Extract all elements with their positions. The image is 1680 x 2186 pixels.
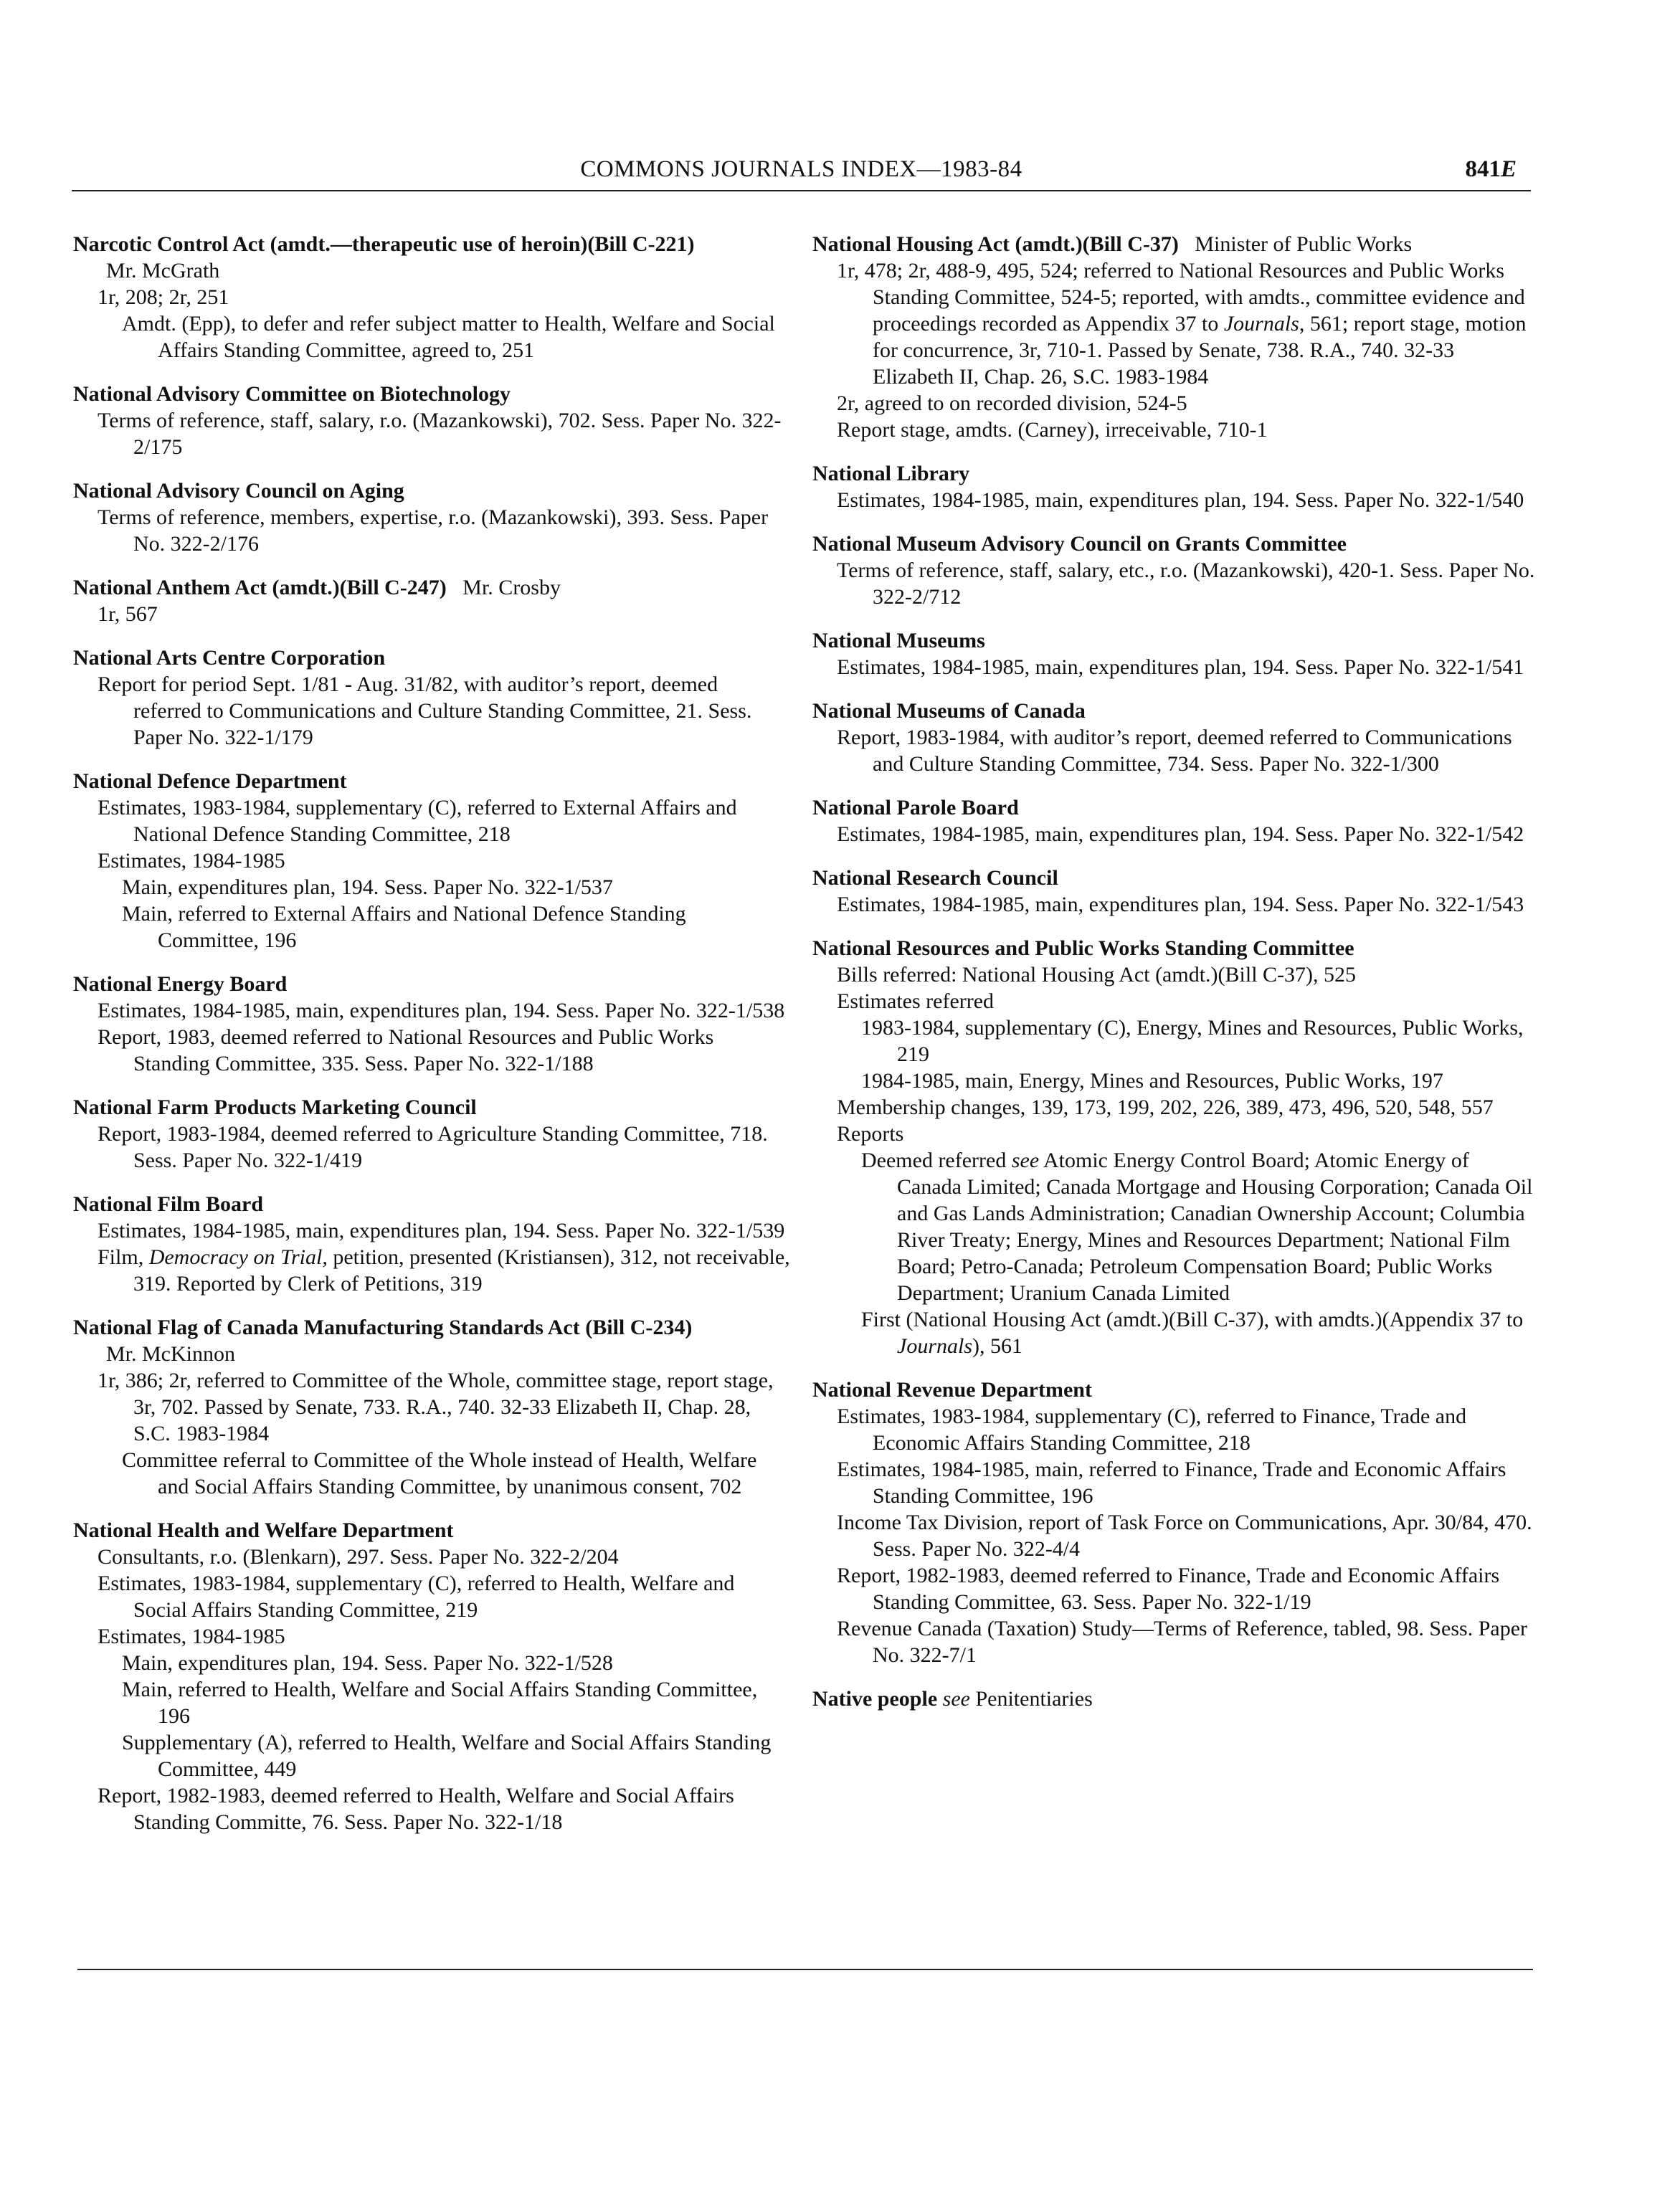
entry-sponsor: Mr. McGrath <box>106 259 220 282</box>
deemed-list: Atomic Energy Control Board; Atomic Energy of Canada Limited; Canada Mortgage and Housing Corporation; Canada Oil and Gas Lands Administration; Canadian Ownership Account; Columbia River Treaty; Energy, Mines and Resources Department; National Film Board; Petro-Canada; Petroleum Compensation Board; Public Works Department; Uranium Canada Limited <box>897 1149 1533 1305</box>
entry-sponsor: Minister of Public Works <box>1195 232 1413 256</box>
entry-line: Report, 1982-1983, deemed referred to Health, Welfare and Social Affairs Standing Committe, 76. Sess. Paper No. 322-1/18 <box>98 1784 734 1834</box>
journals-title: Journals <box>897 1334 972 1358</box>
index-entry <box>73 477 790 557</box>
entry-line: Terms of reference, staff, salary, r.o. (Mazankowski), 702. Sess. Paper No. 322-2/175 <box>98 409 782 459</box>
index-entry <box>812 627 1537 680</box>
entry-heading: National Museums <box>812 629 985 652</box>
page-number-value: 841 <box>1465 156 1501 182</box>
entry-line <box>73 1244 790 1297</box>
index-entry <box>812 531 1537 610</box>
entry-heading: National Defence Department <box>73 769 347 793</box>
index-entry <box>73 1517 790 1835</box>
entry-line: Consultants, r.o. (Blenkarn), 297. Sess. Paper No. 322-2/204 <box>98 1545 619 1569</box>
entry-heading: National Library <box>812 462 970 485</box>
entry-line: 1r, 208; 2r, 251 <box>98 285 229 309</box>
entry-line: Terms of reference, staff, salary, etc., r.o. (Mazankowski), 420-1. Sess. Paper No. 322-2/712 <box>837 559 1535 609</box>
entry-line: 1r, 386; 2r, referred to Committee of the Whole, committee stage, report stage, 3r, 702. Passed by Senate, 733. R.A., 740. 32-33 Elizabeth II, Chap. 28, S.C. 1983-1984 <box>98 1369 774 1445</box>
index-entry <box>812 935 1537 1359</box>
entry-line: Estimates, 1984-1985 <box>98 1625 285 1648</box>
entry-heading-title: Native people <box>812 1687 938 1711</box>
entry-subline <box>812 1147 1537 1306</box>
entry-line: Membership changes, 139, 173, 199, 202, 226, 389, 473, 496, 520, 548, 557 <box>837 1096 1494 1119</box>
page-number-suffix: E <box>1500 156 1517 182</box>
entry-heading: National Arts Centre Corporation <box>73 646 386 670</box>
index-entry <box>73 381 790 460</box>
entry-heading: National Museum Advisory Council on Grants Committee <box>812 532 1347 556</box>
index-entry <box>73 231 790 363</box>
index-entry <box>812 698 1537 777</box>
housing-line-rest: , 561; report stage, motion for concurrence, 3r, 710-1. Passed by Senate, 738. R.A., 740. 32-33 Elizabeth II, Chap. 26, S.C. 1983-1984 <box>873 312 1527 389</box>
index-entry <box>812 460 1537 513</box>
housing-line-prefix: 1r, 478; 2r, 488-9, 495, 524; referred to National Resources and Public Works Standing Committee, 524-5; reported, with amdts., committee evidence and proceedings recorded as Appendix 37 to <box>837 259 1525 336</box>
entry-line: Estimates, 1983-1984, supplementary (C), referred to Finance, Trade and Economic Affairs Standing Committee, 218 <box>837 1405 1467 1455</box>
entry-line <box>812 257 1537 390</box>
entry-heading: National Flag of Canada Manufacturing Standards Act (Bill C-234) <box>73 1316 693 1339</box>
entry-subline: Amdt. (Epp), to defer and refer subject matter to Health, Welfare and Social Affairs Standing Committee, agreed to, 251 <box>122 312 775 362</box>
index-entry <box>73 768 790 954</box>
top-rule <box>72 190 1531 191</box>
index-entry <box>812 1377 1537 1668</box>
see-target: Penitentiaries <box>975 1687 1093 1711</box>
entry-line: Estimates, 1983-1984, supplementary (C), referred to External Affairs and National Defence Standing Committee, 218 <box>98 796 737 846</box>
entry-line: Bills referred: National Housing Act (amdt.)(Bill C-37), 525 <box>837 963 1357 987</box>
entry-line: Estimates, 1984-1985, main, expenditures plan, 194. Sess. Paper No. 322-1/541 <box>837 655 1524 679</box>
index-entry <box>73 1314 790 1500</box>
index-entry <box>812 794 1537 847</box>
bottom-rule <box>77 1969 1533 1970</box>
entry-line: Terms of reference, members, expertise, r.o. (Mazankowski), 393. Sess. Paper No. 322-2/176 <box>98 505 769 556</box>
entry-subline: Supplementary (A), referred to Health, Welfare and Social Affairs Standing Committee, 449 <box>122 1731 772 1781</box>
entry-subline: Committee referral to Committee of the Whole instead of Health, Welfare and Social Affairs Standing Committee, by unanimous consent, 702 <box>122 1448 757 1498</box>
entry-heading: National Film Board <box>73 1192 264 1216</box>
entry-line: 2r, agreed to on recorded division, 524-5 <box>837 391 1187 415</box>
first-report-rest: ), 561 <box>972 1334 1022 1358</box>
film-title: Democracy on Trial, <box>148 1245 328 1269</box>
entry-subline: Main, referred to Health, Welfare and Social Affairs Standing Committee, 196 <box>122 1678 758 1728</box>
see-reference: see <box>1011 1149 1040 1172</box>
entry-heading: National Advisory Committee on Biotechnology <box>73 382 511 406</box>
index-entry <box>73 971 790 1077</box>
entry-heading: National Resources and Public Works Standing Committee <box>812 936 1354 960</box>
entry-heading: National Museums of Canada <box>812 699 1086 723</box>
entry-heading: National Energy Board <box>73 972 288 996</box>
index-entry <box>812 1686 1537 1712</box>
entry-line: Report, 1983-1984, with auditor’s report, deemed referred to Communications and Culture Standing Committee, 734. Sess. Paper No. 322-1/300 <box>837 726 1512 776</box>
running-title: COMMONS JOURNALS INDEX—1983-84 <box>580 156 1022 182</box>
entry-heading <box>812 231 1537 257</box>
entry-line: Estimates, 1984-1985, main, expenditures plan, 194. Sess. Paper No. 322-1/539 <box>98 1219 785 1242</box>
entry-heading: National Advisory Council on Aging <box>73 479 404 503</box>
entry-subline: Main, expenditures plan, 194. Sess. Paper No. 322-1/537 <box>122 875 613 899</box>
index-entry <box>812 865 1537 918</box>
index-entry <box>73 1094 790 1174</box>
entry-line: Estimates, 1984-1985, main, referred to Finance, Trade and Economic Affairs Standing Committee, 196 <box>837 1458 1506 1508</box>
journals-title: Journals <box>1223 312 1299 336</box>
entry-heading-title: National Anthem Act (amdt.)(Bill C-247) <box>73 576 447 599</box>
entry-heading <box>812 1686 1537 1712</box>
entry-line: Report, 1983, deemed referred to National Resources and Public Works Standing Committee, 335. Sess. Paper No. 322-1/188 <box>98 1025 714 1075</box>
entry-heading: National Farm Products Marketing Council <box>73 1096 477 1119</box>
entry-sponsor: Mr. McKinnon <box>106 1342 235 1366</box>
entry-line: Estimates, 1984-1985, main, expenditures plan, 194. Sess. Paper No. 322-1/540 <box>837 488 1524 512</box>
entry-subline: Main, referred to External Affairs and National Defence Standing Committee, 196 <box>122 902 686 952</box>
index-entry <box>812 231 1537 443</box>
entry-heading-title: National Housing Act (amdt.)(Bill C-37) <box>812 232 1179 256</box>
index-entry <box>73 1191 790 1297</box>
entry-line: Report, 1983-1984, deemed referred to Agriculture Standing Committee, 718. Sess. Paper No. 322-1/419 <box>98 1122 768 1172</box>
first-report-prefix: First (National Housing Act (amdt.)(Bill C-37), with amdts.)(Appendix 37 to <box>861 1308 1524 1331</box>
entry-line: Estimates, 1984-1985, main, expenditures plan, 194. Sess. Paper No. 322-1/543 <box>837 893 1524 916</box>
entry-heading <box>73 574 790 601</box>
entry-line: Reports <box>837 1122 904 1146</box>
entry-subline: 1983-1984, supplementary (C), Energy, Mines and Resources, Public Works, 219 <box>861 1016 1524 1066</box>
entry-heading: National Parole Board <box>812 796 1019 819</box>
entry-line: Income Tax Division, report of Task Force on Communications, Apr. 30/84, 470. Sess. Paper No. 322-4/4 <box>837 1511 1532 1561</box>
entry-heading: National Revenue Department <box>812 1378 1092 1402</box>
entry-heading: National Research Council <box>812 866 1058 890</box>
entry-subline: 1984-1985, main, Energy, Mines and Resources, Public Works, 197 <box>861 1069 1443 1093</box>
entry-heading: National Health and Welfare Department <box>73 1519 454 1542</box>
see-reference: see <box>942 1687 970 1711</box>
entry-line: Estimates, 1983-1984, supplementary (C), referred to Health, Welfare and Social Affairs Standing Committee, 219 <box>98 1572 735 1622</box>
entry-line: Estimates, 1984-1985, main, expenditures plan, 194. Sess. Paper No. 322-1/542 <box>837 822 1524 846</box>
running-head <box>72 156 1531 192</box>
left-column <box>73 231 790 1853</box>
entry-line: Report for period Sept. 1/81 - Aug. 31/82, with auditor’s report, deemed referred to Communications and Culture Standing Committee, 21. Sess. Paper No. 322-1/179 <box>98 673 752 749</box>
entry-sponsor: Mr. Crosby <box>462 576 561 599</box>
entry-line: 1r, 567 <box>98 602 158 626</box>
entry-line: Estimates referred <box>837 989 995 1013</box>
entry-line: Revenue Canada (Taxation) Study—Terms of Reference, tabled, 98. Sess. Paper No. 322-7/1 <box>837 1617 1528 1667</box>
entry-line: Report, 1982-1983, deemed referred to Finance, Trade and Economic Affairs Standing Committee, 63. Sess. Paper No. 322-1/19 <box>837 1564 1500 1614</box>
entry-heading: Narcotic Control Act (amdt.—therapeutic use of heroin)(Bill C-221) <box>73 232 695 256</box>
entry-subline: Main, expenditures plan, 194. Sess. Paper No. 322-1/528 <box>122 1651 613 1675</box>
entry-line: Estimates, 1984-1985, main, expenditures plan, 194. Sess. Paper No. 322-1/538 <box>98 999 785 1022</box>
deemed-prefix: Deemed referred <box>861 1149 1012 1172</box>
entry-line: Estimates, 1984-1985 <box>98 849 285 873</box>
entry-line: Report stage, amdts. (Carney), irreceivable, 710-1 <box>837 418 1268 442</box>
entry-subline <box>812 1306 1537 1359</box>
right-column <box>812 231 1537 1729</box>
index-entry <box>73 574 790 627</box>
index-entry <box>73 645 790 751</box>
page-number <box>1465 156 1517 183</box>
film-line-rest: petition, presented (Kristiansen), 312, not receivable, 319. Reported by Clerk of Petitions, 319 <box>133 1245 790 1296</box>
film-line-prefix: Film, <box>98 1245 149 1269</box>
